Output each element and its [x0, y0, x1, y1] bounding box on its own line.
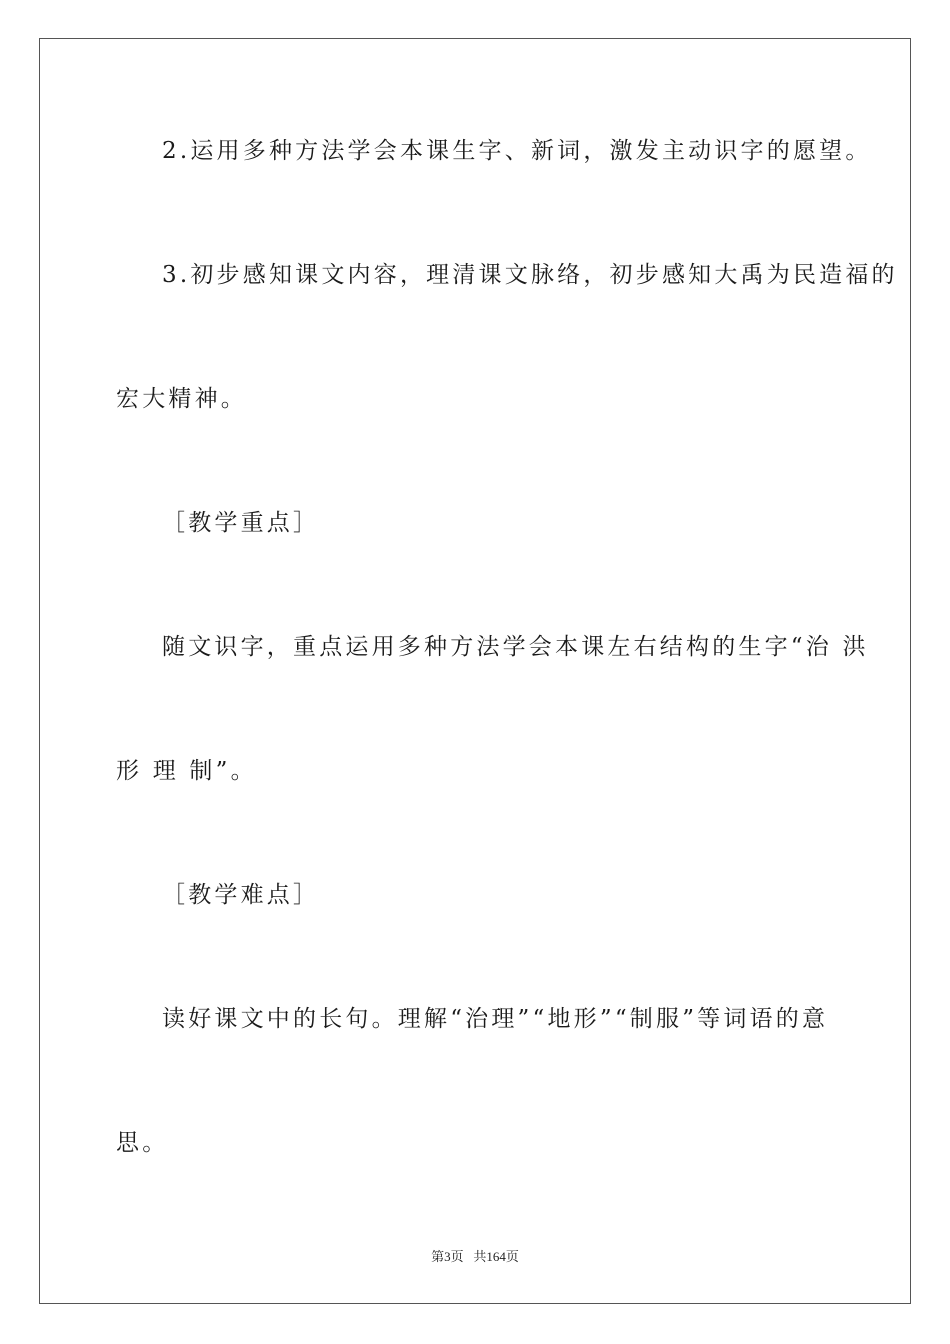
- objective-3-line2: 宏大精神。: [116, 386, 247, 412]
- page-total: 共164页: [473, 1249, 519, 1264]
- objective-2: 2.运用多种方法学会本课生字、新词，激发主动识字的愿望。: [162, 138, 872, 164]
- difficulties-line1: 读好课文中的长句。理解“治理”“地形”“制服”等词语的意: [162, 1006, 829, 1032]
- key-points-line2: 形 理 制”。: [116, 758, 257, 784]
- difficulties-line2: 思。: [116, 1130, 169, 1156]
- page-frame: [39, 38, 911, 1304]
- page-footer: [0, 1248, 950, 1266]
- heading-difficulties: ［教学难点］: [162, 882, 320, 908]
- page-number: 第3页: [431, 1249, 464, 1264]
- key-points-line1: 随文识字，重点运用多种方法学会本课左右结构的生字“治 洪: [162, 634, 869, 660]
- heading-key-points: ［教学重点］: [162, 510, 320, 536]
- objective-3-line1: 3.初步感知课文内容，理清课文脉络，初步感知大禹为民造福的: [162, 262, 898, 288]
